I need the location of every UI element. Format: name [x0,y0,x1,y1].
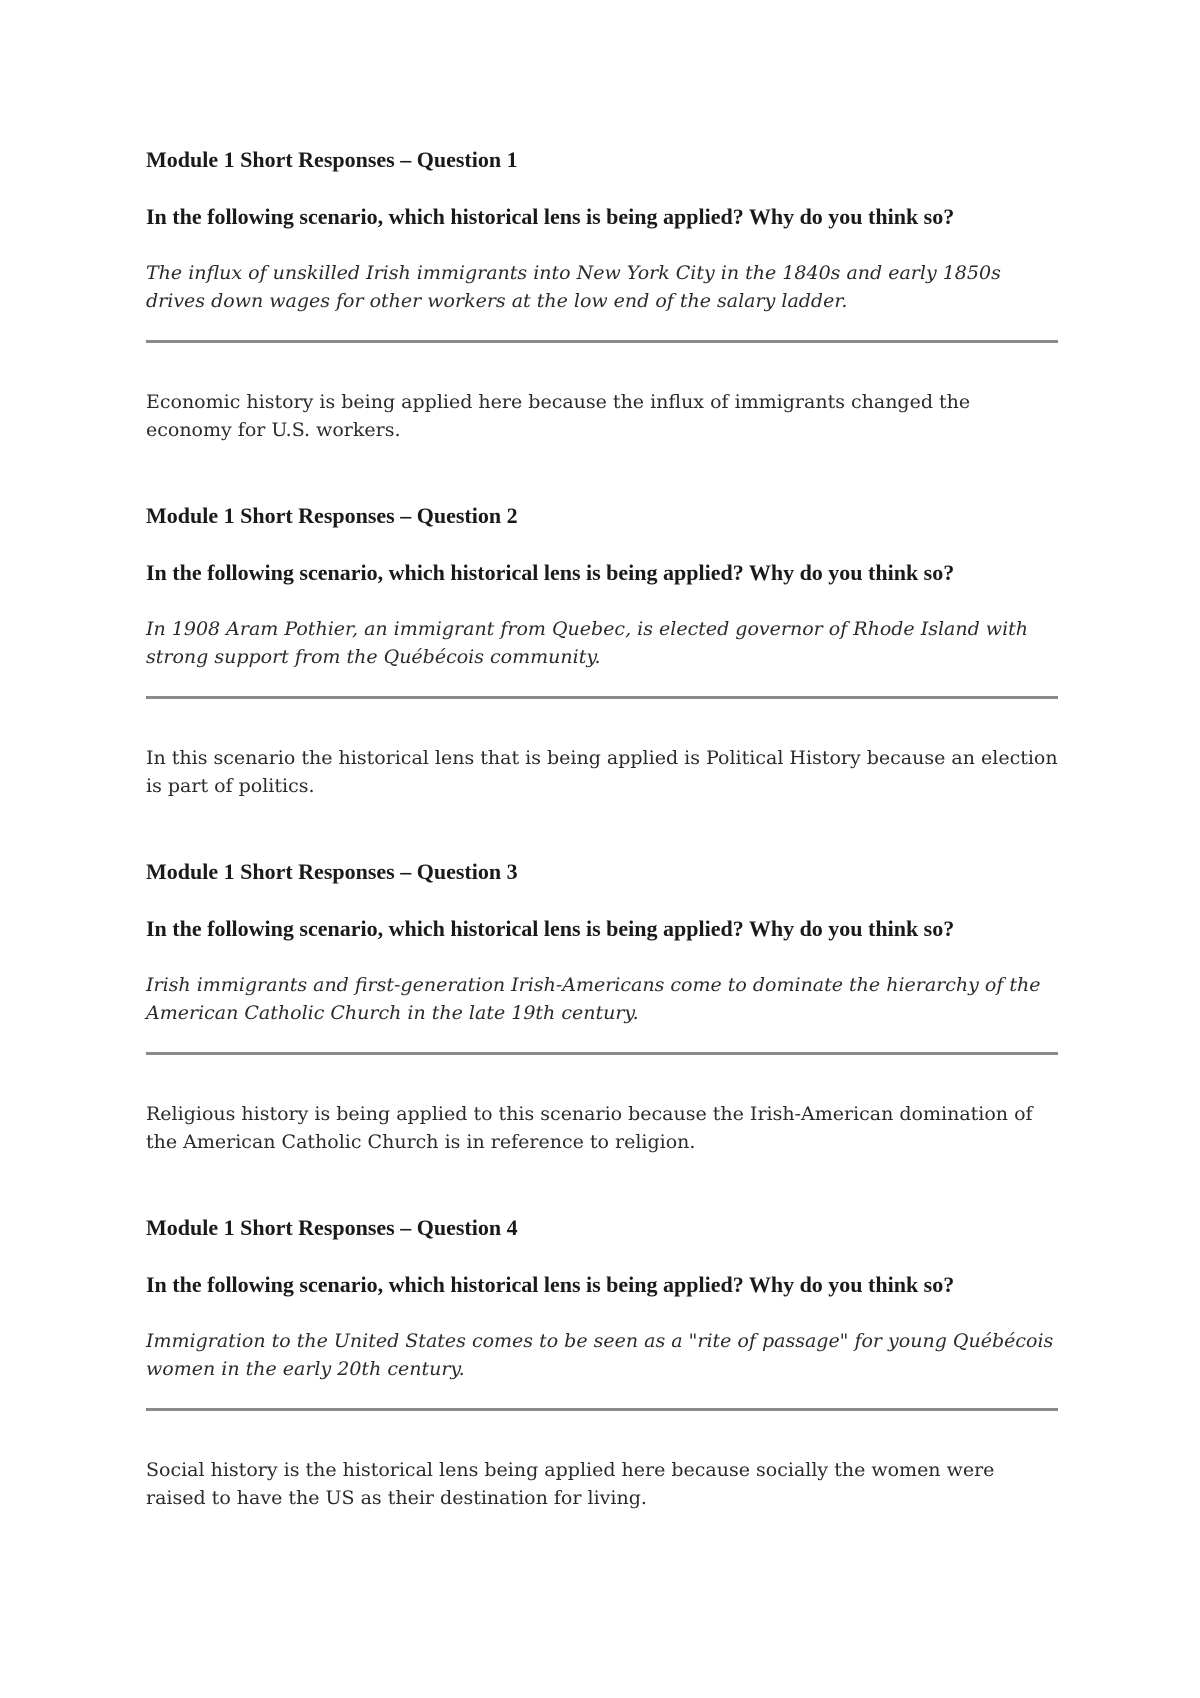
answer-text: Economic history is being applied here because the influx of immigrants changed the economy for U.S. workers. [146,391,971,441]
answer-text: Religious history is being applied to this scenario because the Irish-American domination of the American Catholic Church is in reference to religion. [146,1103,1033,1153]
question-heading: Module 1 Short Responses – Question 1 [146,147,518,172]
answer-text: Social history is the historical lens being applied here because socially the women were raised to have the US as their destination for living. [146,1459,995,1509]
answer-text: In this scenario the historical lens that is being applied is Political History because an election is part of politics. [146,747,1058,797]
scenario-text: In 1908 Aram Pothier, an immigrant from Quebec, is elected governor of Rhode Island with strong support from the Québécois community. [146,618,1029,668]
question-heading: Module 1 Short Responses – Question 4 [146,1215,518,1240]
horizontal-rule [146,340,1058,343]
question-heading: Module 1 Short Responses – Question 2 [146,503,518,528]
question-heading: Module 1 Short Responses – Question 3 [146,859,518,884]
scenario-text: Irish immigrants and first-generation Irish-Americans come to dominate the hierarchy of the American Catholic Church in the late 19th century. [146,974,1041,1024]
question-prompt: In the following scenario, which historical lens is being applied? Why do you think so? [146,560,955,585]
question-prompt: In the following scenario, which historical lens is being applied? Why do you think so? [146,204,955,229]
horizontal-rule [146,696,1058,699]
horizontal-rule [146,1052,1058,1055]
question-prompt: In the following scenario, which historical lens is being applied? Why do you think so? [146,916,955,941]
scenario-text: Immigration to the United States comes to be seen as a "rite of passage" for young Québécois women in the early 20th century. [146,1330,1054,1380]
scenario-text: The influx of unskilled Irish immigrants into New York City in the 1840s and early 1850s drives down wages for other workers at the low end of the salary ladder. [146,262,1001,312]
question-prompt: In the following scenario, which historical lens is being applied? Why do you think so? [146,1272,955,1297]
horizontal-rule [146,1408,1058,1411]
